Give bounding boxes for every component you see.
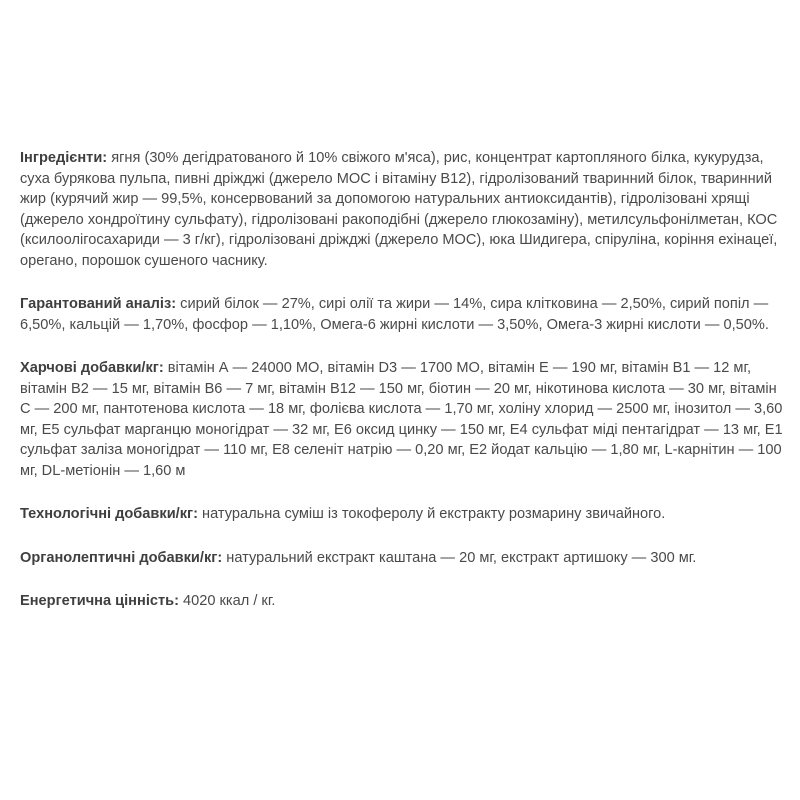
ingredients-label: Інгредієнти: — [20, 150, 108, 166]
technological-additives-section — [20, 504, 788, 525]
sensory-additives-section — [20, 548, 788, 569]
ingredients-text: ягня (30% дегідратованого й 10% свіжого м'яса), рис, концентрат картопляного білка, кукурудза, суха бурякова пульпа, пивні дріжджі (джерело МОС і вітаміну В12), гідролізований тваринний білок, тваринний жир (курячий жир — 99,5%, консервований за допомогою натуральних антиоксидантів), гідролізовані хрящі (джерело хондроїтину сульфату), гідролізовані ракоподібні (джерело глюкозаміну), метилсульфонілметан, КОС (ксилоолігосахариди — 3 г/кг), гідролізовані дріжджі (джерело МОС), юка Шидигера, спіруліна, коріння ехінацеї, орегано, порошок сушеного часнику. — [20, 150, 778, 269]
technological-additives-text: натуральна суміш із токоферолу й екстракту розмарину звичайного. — [197, 506, 666, 522]
energy-value-section — [20, 591, 788, 612]
sensory-additives-label: Органолептичні добавки/кг: — [20, 549, 223, 566]
composition-content — [20, 148, 788, 635]
sensory-additives-text: натуральний екстракт каштана — 20 мг, екстракт артишоку — 300 мг. — [222, 549, 697, 566]
guaranteed-analysis-section — [20, 294, 788, 335]
nutritional-additives-label: Харчові добавки/кг: — [20, 360, 164, 376]
guaranteed-analysis-label: Гарантований аналіз: — [20, 296, 177, 312]
guaranteed-analysis-text: сирий білок — 27%, сирі олії та жири — 14%, сира клітковина — 2,50%, сирий попіл — 6,50%, кальцій — 1,70%, фосфор — 1,10%, Омега-6 жирні кислоти — 3,50%, Омега-3 жирні кислоти — 0,50%. — [20, 296, 769, 333]
energy-value-label: Енергетична цінність: — [20, 593, 179, 609]
energy-value-text: 4020 ккал / кг. — [178, 593, 276, 609]
ingredients-section — [20, 148, 788, 271]
nutritional-additives-section — [20, 358, 788, 481]
technological-additives-label: Технологічні добавки/кг: — [20, 506, 198, 522]
nutritional-additives-text: вітамін А — 24000 МО, вітамін D3 — 1700 МО, вітамін Е — 190 мг, вітамін В1 — 12 мг, вітамін В2 — 15 мг, вітамін В6 — 7 мг, вітамін В12 — 150 мг, біотин — 20 мг, нікотинова кислота — 30 мг, вітамін С — 200 мг, пантотенова кислота — 18 мг, фолієва кислота — 1,70 мг, холіну хлорид — 2500 мг, інозитол — 3,60 мг, Е5 сульфат марганцю моногідрат — 32 мг, Е6 оксид цинку — 150 мг, Е4 сульфат міді пентагідрат — 13 мг, Е1 сульфат заліза моногідрат — 110 мг, Е8 селеніт натрію — 0,20 мг, Е2 йодат кальцію — 1,80 мг, L-карнітин — 100 мг, DL-метіонін — 1,60 м — [20, 360, 783, 479]
